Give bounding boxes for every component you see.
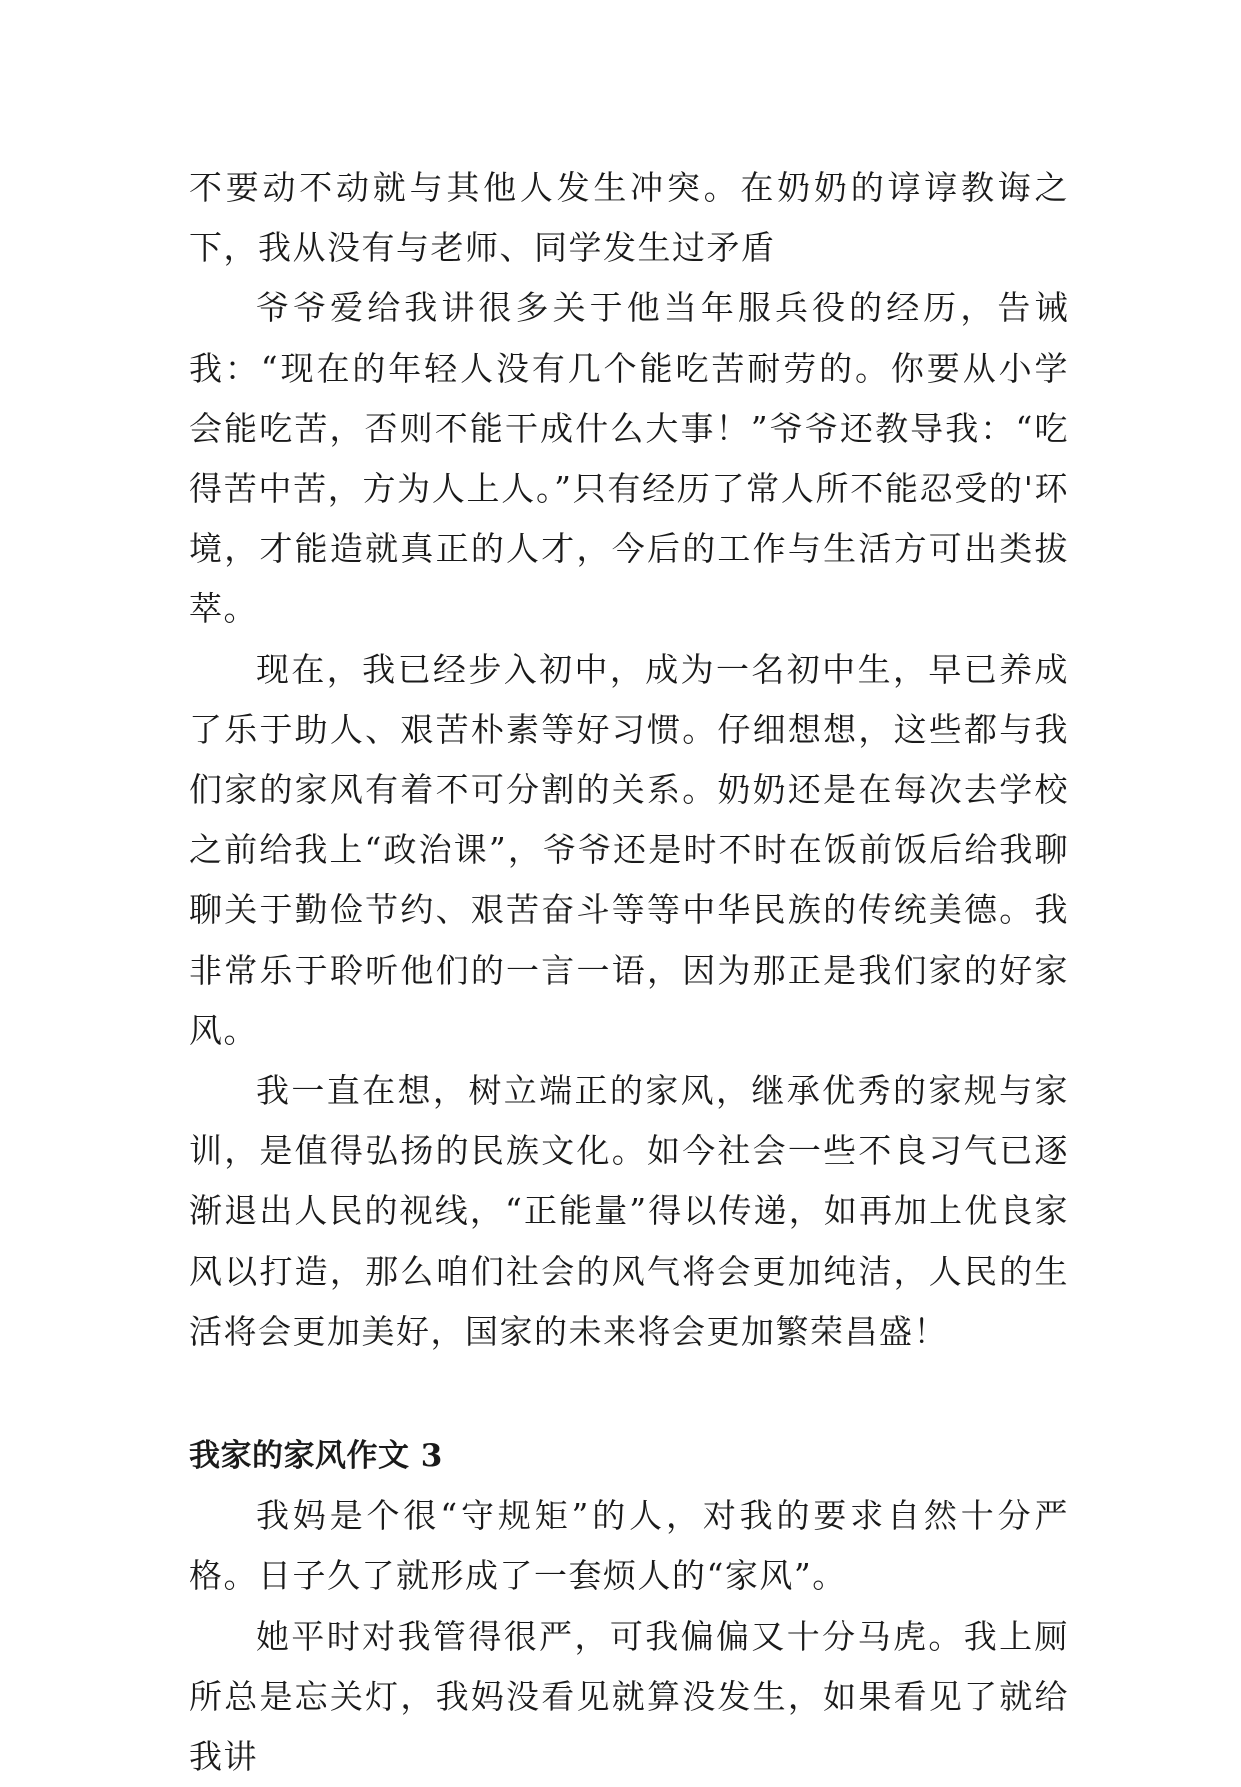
paragraph-continuation: 不要动不动就与其他人发生冲突。在奶奶的谆谆教诲之下，我从没有与老师、同学发生过矛盾 — [189, 168, 1069, 268]
document-body — [189, 158, 1069, 1787]
paragraph-mother-rules: 我妈是个很“守规矩”的人，对我的要求自然十分严格。日子久了就形成了一套烦人的“家风”。 — [189, 1496, 1069, 1596]
section-gap — [189, 1362, 1069, 1426]
paragraph-conclusion: 我一直在想，树立端正的家风，继承优秀的家规与家训，是值得弘扬的民族文化。如今社会一些不良习气已逐渐退出人民的视线，“正能量”得以传递，如再加上优良家风以打造，那么咱们社会的风气将会更加纯洁，人民的生活将会更加美好，国家的未来将会更加繁荣昌盛！ — [189, 1071, 1069, 1351]
paragraph-mother-strict: 她平时对我管得很严，可我偏偏又十分马虎。我上厕所总是忘关灯，我妈没看见就算没发生，如果看见了就给我讲 — [189, 1616, 1069, 1777]
paragraph-junior-high: 现在，我已经步入初中，成为一名初中生，早已养成了乐于助人、艰苦朴素等好习惯。仔细想想，这些都与我们家的家风有着不可分割的关系。奶奶还是在每次去学校之前给我上“政治课”，爷爷还是时不时在饭前饭后给我聊聊关于勤俭节约、艰苦奋斗等等中华民族的传统美德。我非常乐于聆听他们的一言一语，因为那正是我们家的好家风。 — [189, 649, 1069, 1050]
paragraph-grandfather: 爷爷爱给我讲很多关于他当年服兵役的经历，告诫我：“现在的年轻人没有几个能吃苦耐劳的。你要从小学会能吃苦，否则不能干成什么大事！”爷爷还教导我：“吃得苦中苦，方为人上人。”只有经历了常人所不能忍受的'环境，才能造就真正的人才，今后的工作与生活方可出类拔萃。 — [189, 288, 1069, 629]
section-title: 我家的家风作文 3 — [189, 1438, 443, 1475]
